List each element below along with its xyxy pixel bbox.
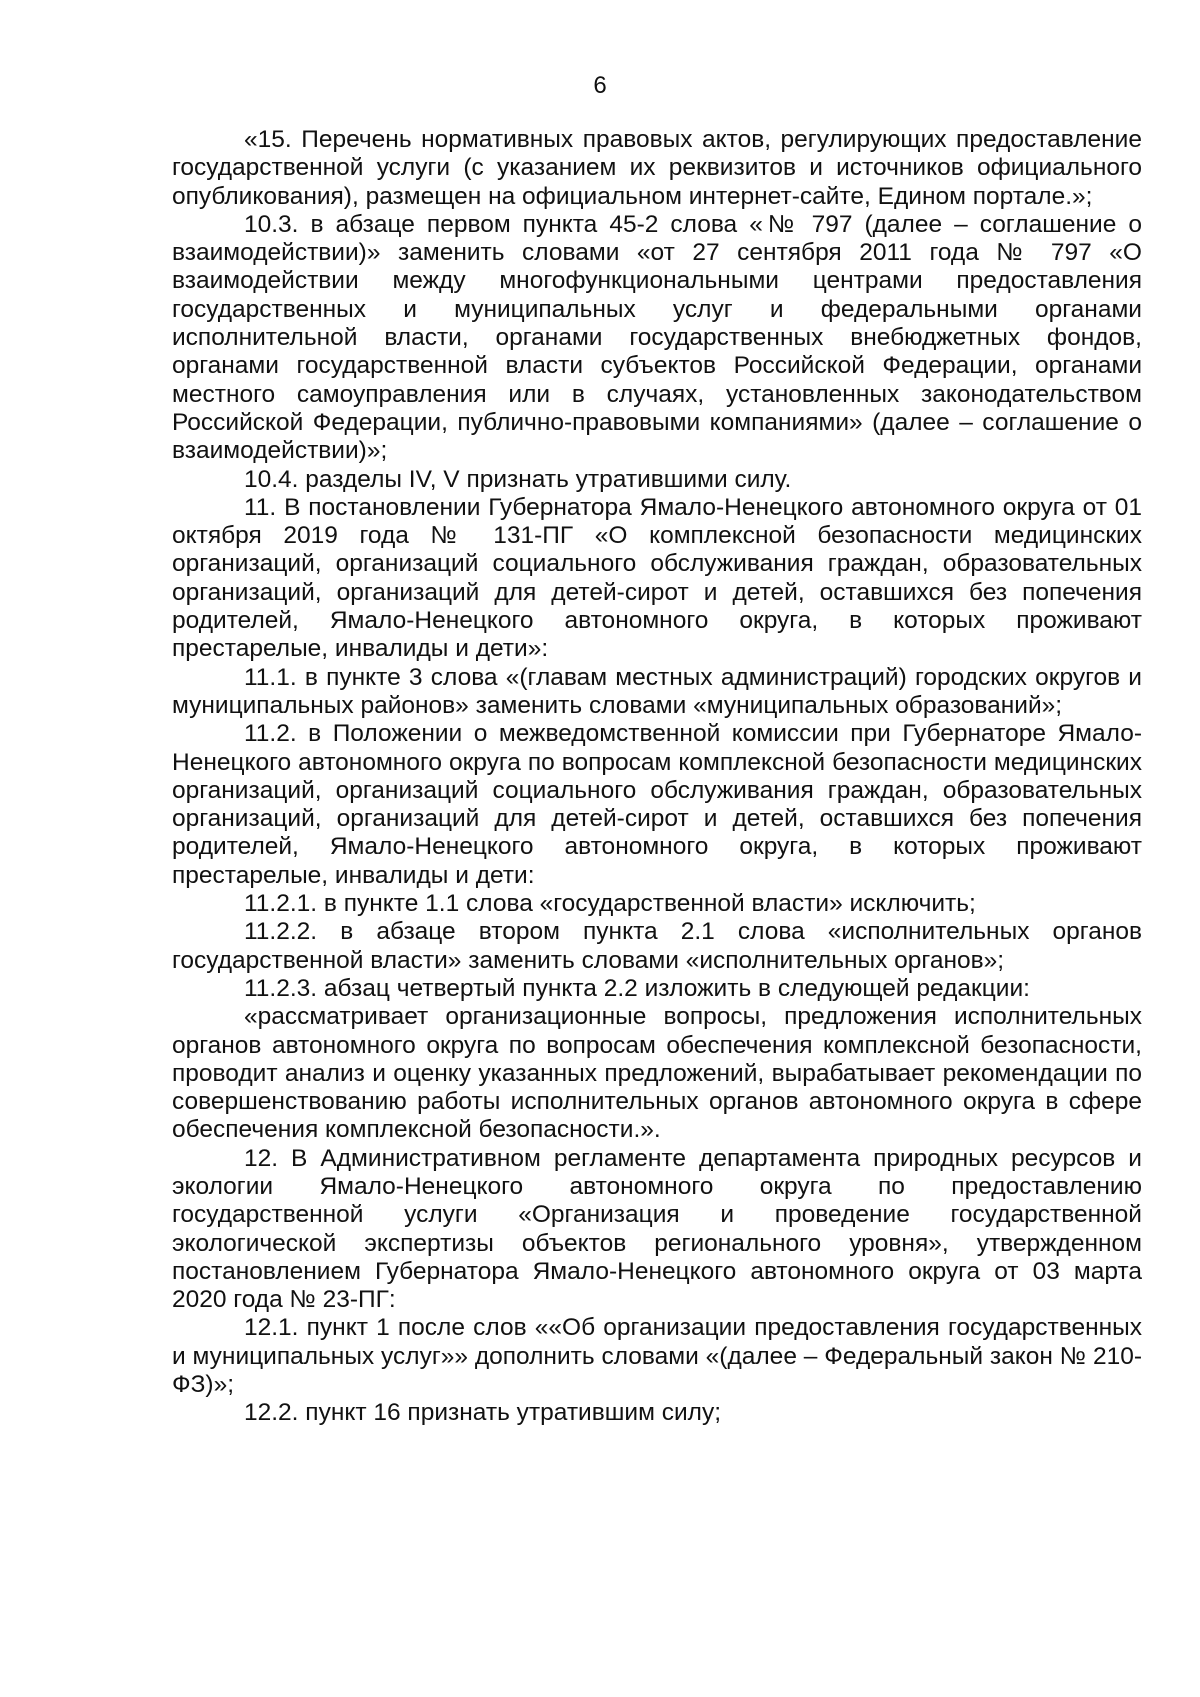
paragraph-15-list: «15. Перечень нормативных правовых актов, регулирующих предоставление государственной услуги (с указанием их реквизитов и источников официального опубликования), размещен на официальном интернет-сайте, Едином портале.»;	[172, 126, 1142, 210]
paragraph-10-4: 10.4. разделы IV, V признать утратившими силу.	[244, 465, 792, 493]
paragraph-12: 12. В Административном регламенте департамента природных ресурсов и экологии Ямало-Ненецкого автономного округа по предоставлению государственной услуги «Организация и проведение государственной экологической экспертизы объектов регионального уровня», утвержденном постановлением Губернатора Ямало-Ненецкого автономного округа от 03 марта 2020 года № 23-ПГ:	[172, 1144, 1142, 1314]
paragraph-11: 11. В постановлении Губернатора Ямало-Ненецкого автономного округа от 01 октября 2019 года № 131-ПГ «О комплексной безопасности медицинских организаций, организаций социального обслуживания граждан, образовательных организаций, организаций для детей-сирот и детей, оставшихся без попечения родителей, Ямало-Ненецкого автономного округа, в которых проживают престарелые, инвалиды и дети»:	[172, 493, 1142, 663]
paragraph-11-2-3: 11.2.3. абзац четвертый пункта 2.2 изложить в следующей редакции:	[244, 974, 1030, 1002]
paragraph-11-1: 11.1. в пункте 3 слова «(главам местных администраций) городских округов и муниципальных районов» заменить словами «муниципальных образований»;	[172, 663, 1142, 719]
paragraph-11-2-2: 11.2.2. в абзаце втором пункта 2.1 слова «исполнительных органов государственной власти» заменить словами «исполнительных органов»;	[172, 918, 1142, 974]
paragraph-10-3: 10.3. в абзаце первом пункта 45-2 слова «№ 797 (далее – соглашение о взаимодействии)» заменить словами «от 27 сентября 2011 года № 797 «О взаимодействии между многофункциональными центрами предоставления государственных и муниципальных услуг и федеральными органами исполнительной власти, органами государственных внебюджетных фондов, органами государственной власти субъектов Российской Федерации, органами местного самоуправления или в случаях, установленных законодательством Российской Федерации, публично-правовыми компаниями» (далее – соглашение о взаимодействии)»;	[172, 210, 1142, 465]
paragraph-11-2: 11.2. в Положении о межведомственной комиссии при Губернаторе Ямало-Ненецкого автономного округа по вопросам комплексной безопасности медицинских организаций, организаций социального обслуживания граждан, образовательных организаций, организаций для детей-сирот и детей, оставшихся без попечения родителей, Ямало-Ненецкого автономного округа, в которых проживают престарелые, инвалиды и дети:	[172, 720, 1142, 889]
paragraph-12-1: 12.1. пункт 1 после слов ««Об организации предоставления государственных и муниципальных услуг»» дополнить словами «(далее – Федеральный закон № 210-ФЗ)»;	[172, 1314, 1142, 1399]
page-number: 6	[593, 72, 607, 99]
paragraph-12-2: 12.2. пункт 16 признать утратившим силу;	[244, 1399, 722, 1427]
paragraph-quoted-new-text: «рассматривает организационные вопросы, предложения исполнительных органов автономного округа по вопросам обеспечения комплексной безопасности, проводит анализ и оценку указанных предложений, вырабатывает рекомендации по совершенствованию работы исполнительных органов автономного округа в сфере обеспечения комплексной безопасности.».	[172, 1003, 1142, 1144]
paragraph-11-2-1: 11.2.1. в пункте 1.1 слова «государственной власти» исключить;	[244, 890, 976, 918]
document-body	[172, 126, 1142, 1428]
